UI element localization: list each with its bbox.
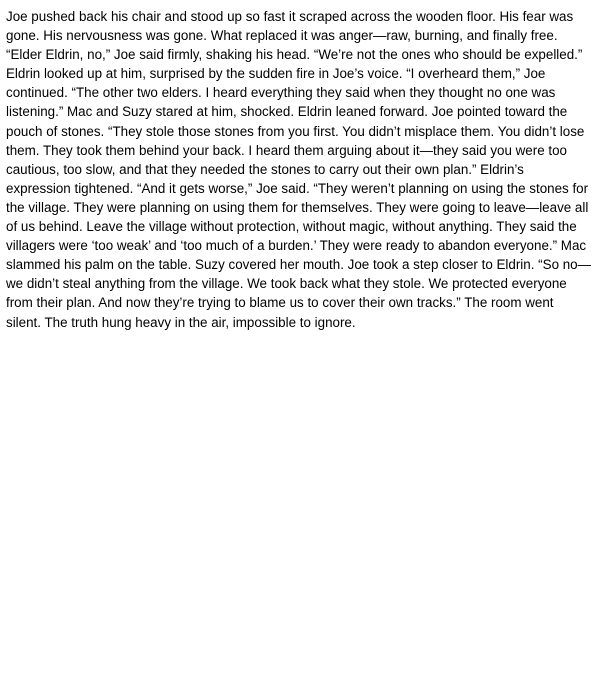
story-paragraph: Joe pushed back his chair and stood up so fast it scraped across the wooden floor. His fear was gone. His nervousness was gone. What replaced it was anger—raw, burning, and finally free. “Elder Eldrin, no,” Joe said firmly, shaking his head. “We’re not the ones who should be expelled.” Eldrin looked up at him, surprised by the sudden fire in Joe’s voice. “I overheard them,” Joe continued. “The other two elders. I heard everything they said when they thought no one was listening.” Mac and Suzy stared at him, shocked. Eldrin leaned forward. Joe pointed toward the pouch of stones. “They stole those stones from you first. You didn’t misplace them. You didn’t lose them. They took them behind your back. I heard them arguing about it—they said you were too cautious, too slow, and that they needed the stones to carry out their own plan.” Eldrin’s expression tightened. “And it gets worse,” Joe said. “They weren’t planning on using the stones for the village. They were planning on using them for themselves. They were going to leave—leave all of us behind. Leave the village without protection, without magic, without anything. They said the villagers were ‘too weak’ and ‘too much of a burden.’ They were ready to abandon everyone.” Mac slammed his palm on the table. Suzy covered her mouth. Joe took a step closer to Eldrin. “So no—we didn’t steal anything from the village. We took back what they stole. We protected everyone from their plan. And now they’re trying to blame us to cover their own tracks.” The room went silent. The truth hung heavy in the air, impossible to ignore. — [6, 9, 592, 330]
